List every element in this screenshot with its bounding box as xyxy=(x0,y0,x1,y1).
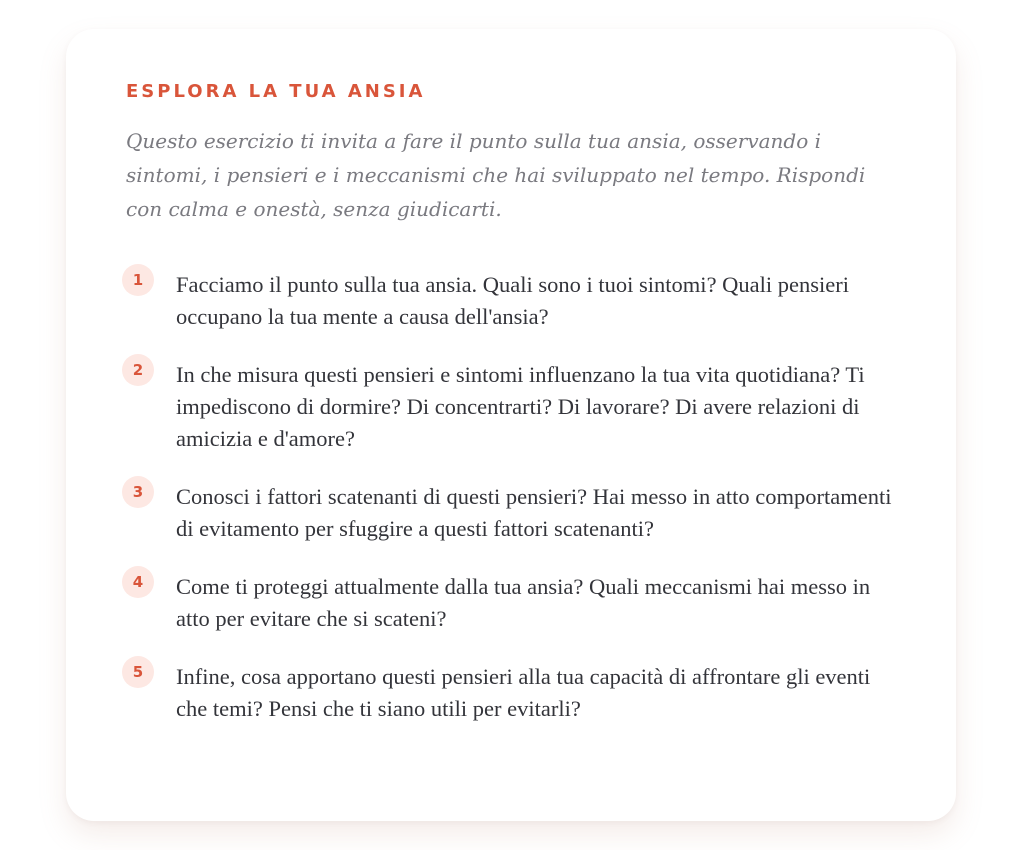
question-item-1 xyxy=(122,269,922,333)
question-text: Facciamo il punto sulla tua ansia. Quali sono i tuoi sintomi? Quali pensieri occupano la tua mente a causa dell'ansia? xyxy=(176,272,850,329)
question-number-badge: 4 xyxy=(122,566,154,598)
question-item-4 xyxy=(122,571,922,635)
question-list xyxy=(122,269,922,751)
question-text: Come ti proteggi attualmente dalla tua ansia? Quali meccanismi hai messo in atto per evitare che si scateni? xyxy=(176,574,871,631)
question-number-badge: 3 xyxy=(122,476,154,508)
intro-paragraph: Questo esercizio ti invita a fare il punto sulla tua ansia, osservando i sintomi, i pensieri e i meccanismi che hai sviluppato nel tempo. Rispondi con calma e onestà, senza giudicarti. xyxy=(126,129,866,221)
question-item-2 xyxy=(122,359,922,455)
question-item-3 xyxy=(122,481,922,545)
question-item-5 xyxy=(122,661,922,725)
exercise-card xyxy=(66,29,956,821)
question-number-badge: 2 xyxy=(122,354,154,386)
question-text: In che misura questi pensieri e sintomi influenzano la tua vita quotidiana? Ti impediscono di dormire? Di concentrarti? Di lavorare? Di avere relazioni di amicizia e d'amore? xyxy=(176,362,865,451)
question-text: Infine, cosa apportano questi pensieri alla tua capacità di affrontare gli eventi che temi? Pensi che ti siano utili per evitarli? xyxy=(176,664,871,721)
question-number-badge: 1 xyxy=(122,264,154,296)
question-number-badge: 5 xyxy=(122,656,154,688)
question-text: Conosci i fattori scatenanti di questi pensieri? Hai messo in atto comportamenti di evitamento per sfuggire a questi fattori scatenanti? xyxy=(176,484,892,541)
section-eyebrow-title: ESPLORA LA TUA ANSIA xyxy=(126,81,426,102)
